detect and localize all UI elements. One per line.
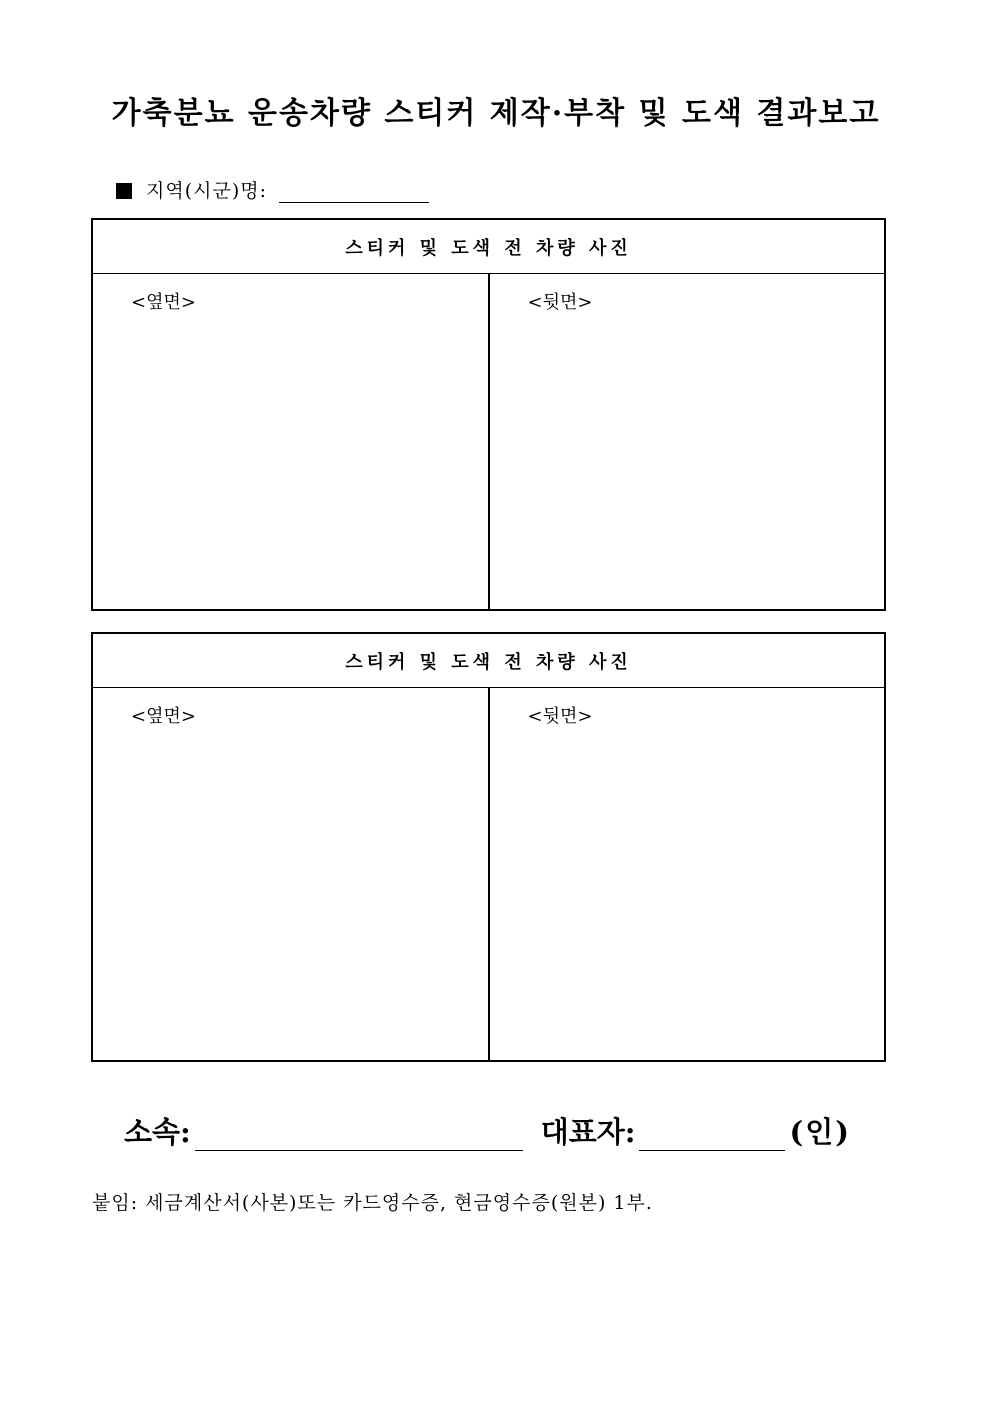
signature-block	[124, 1110, 851, 1151]
region-blank-line[interactable]	[279, 180, 429, 203]
rear-label: <뒷면>	[527, 292, 593, 313]
attachment-note: 붙임: 세금계산서(사본)또는 카드영수증, 현금영수증(원본) 1부.	[92, 1192, 653, 1214]
representative-blank-line[interactable]	[639, 1116, 785, 1151]
document-title: 가축분뇨 운송차량 스티커 제작·부착 및 도색 결과보고	[111, 96, 881, 131]
side-photo-cell[interactable]	[93, 688, 488, 1060]
photo-table-header: 스티커 및 도색 전 차량 사진	[93, 220, 884, 274]
seal-mark: (인)	[789, 1115, 851, 1149]
affiliation-blank-line[interactable]	[195, 1116, 523, 1151]
rear-label: <뒷면>	[527, 706, 593, 727]
side-photo-cell[interactable]	[93, 274, 488, 609]
square-bullet-icon	[116, 183, 132, 199]
rear-photo-cell[interactable]	[488, 274, 885, 609]
region-label: 지역(시군)명:	[146, 180, 267, 202]
photo-table-header: 스티커 및 도색 전 차량 사진	[93, 634, 884, 688]
representative-label: 대표자:	[540, 1115, 636, 1149]
side-label: <옆면>	[131, 292, 196, 313]
photo-table-1	[91, 218, 886, 611]
rear-photo-cell[interactable]	[488, 688, 885, 1060]
affiliation-label: 소속:	[124, 1115, 191, 1149]
photo-table-2	[91, 632, 886, 1062]
side-label: <옆면>	[131, 706, 196, 727]
region-field	[116, 176, 429, 203]
